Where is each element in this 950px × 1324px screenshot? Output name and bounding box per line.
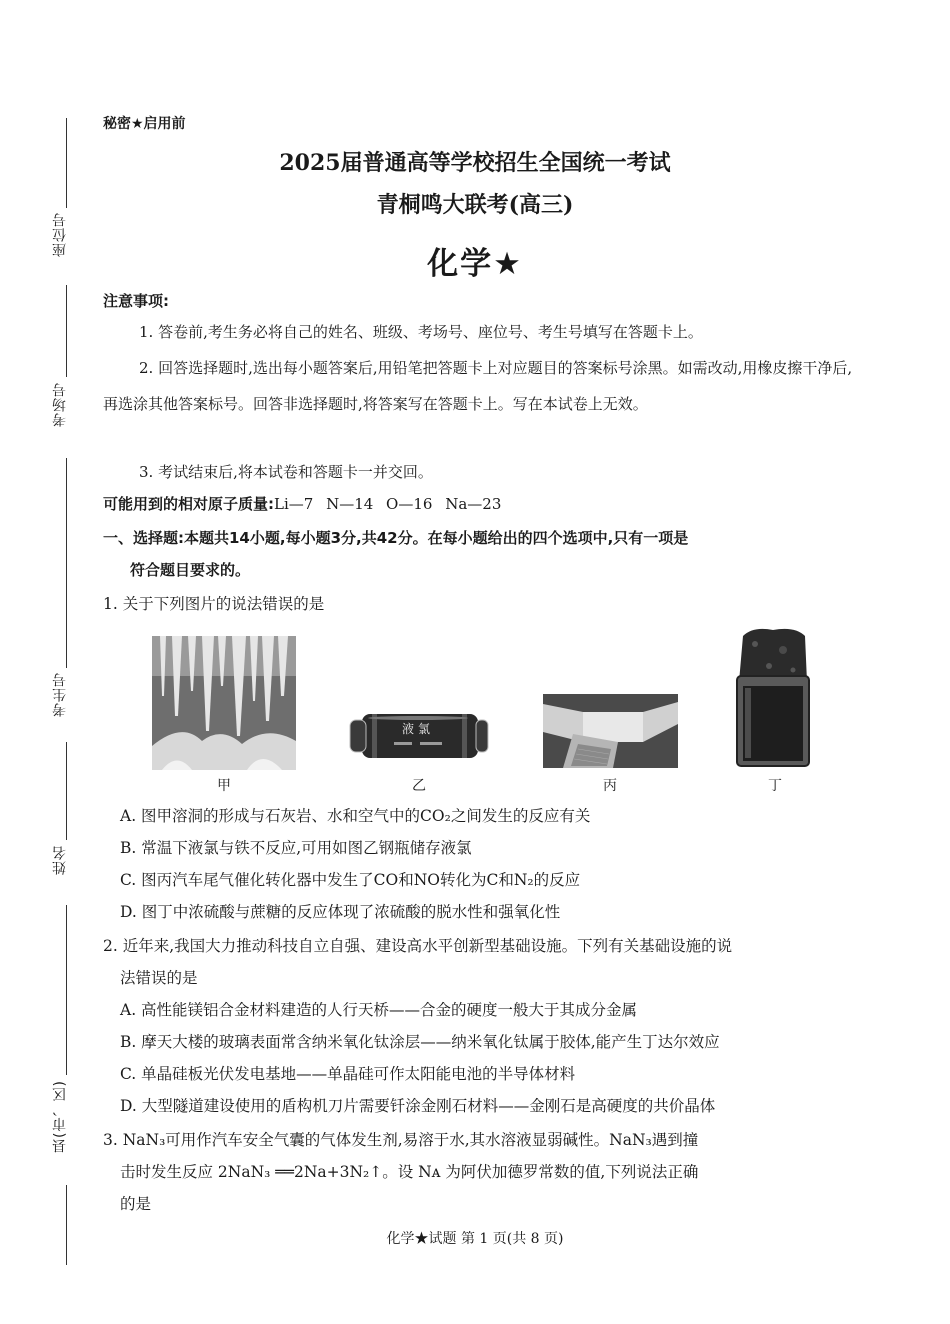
q1-option-d: D. 图丁中浓硫酸与蔗糖的反应体现了浓硫酸的脱水性和强氧化性 [120, 903, 561, 921]
notice-item-1: 1. 答卷前,考生务必将自己的姓名、班级、考场号、座位号、考生号填写在答题卡上。 [139, 323, 703, 341]
cylinder-label: 液氯 [402, 722, 435, 736]
section-heading-cont: 符合题目要求的。 [130, 561, 251, 579]
atomic-mass-values: Li—7 N—14 O—16 Na—23 [274, 495, 502, 513]
question-1-stem: 1. 关于下列图片的说法错误的是 [103, 595, 325, 613]
exam-subtitle: 青桐鸣大联考(高三) [376, 192, 574, 218]
q2-option-a: A. 高性能镁铝合金材料建造的人行天桥——合金的硬度一般大于其成分金属 [120, 1001, 638, 1019]
question-2-stem: 2. 近年来,我国大力推动科技自立自强、建设高水平创新型基础设施。下列有关基础设施的说 [103, 937, 733, 955]
notice-item-3: 3. 考试结束后,将本试卷和答题卡一并交回。 [139, 463, 433, 481]
seat-label: 座位号 [52, 212, 68, 257]
atomic-mass-label: 可能用到的相对原子质量: [103, 495, 274, 513]
name-label: 姓名 [52, 845, 68, 875]
atomic-mass-line [103, 488, 853, 520]
caption-yi: 乙 [412, 778, 426, 794]
side-line [66, 905, 67, 1075]
chlorine-cylinder-image [348, 706, 491, 766]
q1-option-a: A. 图甲溶洞的形成与石灰岩、水和空气中的CO₂之间发生的反应有关 [120, 807, 591, 825]
caption-jia: 甲 [217, 778, 231, 794]
question-3-stem-cont2: 的是 [120, 1195, 152, 1213]
exam-title: 2025届普通高等学校招生全国统一考试 [279, 150, 671, 176]
q1-option-b: B. 常温下液氯与铁不反应,可用如图乙钢瓶储存液氯 [120, 839, 472, 857]
q2-option-c: C. 单晶硅板光伏发电基地——单晶硅可作太阳能电池的半导体材料 [120, 1065, 576, 1083]
side-line [66, 458, 67, 668]
q1-option-c: C. 图丙汽车尾气催化转化器中发生了CO和NO转化为C和N₂的反应 [120, 871, 581, 889]
page-footer: 化学★试题 第 1 页(共 8 页) [386, 1231, 564, 1247]
caption-bing: 丙 [603, 778, 617, 794]
room-label: 考场号 [52, 382, 68, 427]
cave-image [152, 636, 296, 770]
notice-item-2: 2. 回答选择题时,选出每小题答案后,用铅笔把答题卡上对应题目的答案标号涂黑。如需改动,用橡皮擦干净后,再选涂其他答案标号。回答非选择题时,将答案写在答题卡上。写在本试卷上无效。 [103, 359, 853, 413]
secret-label: 秘密★启用前 [103, 116, 186, 132]
catalytic-converter-image [543, 694, 678, 768]
section-heading: 一、选择题:本题共14小题,每小题3分,共42分。在每小题给出的四个选项中,只有一项是 [103, 529, 689, 547]
q2-option-b: B. 摩天大楼的玻璃表面常含纳米氧化钛涂层——纳米氧化钛属于胶体,能产生丁达尔效应 [120, 1033, 720, 1051]
exam-no-label: 考生号 [52, 672, 68, 717]
county-label: 县(市、区) [52, 1080, 68, 1153]
q2-option-d: D. 大型隧道建设使用的盾构机刀片需要钎涂金刚石材料——金刚石是高硬度的共价晶体 [120, 1097, 716, 1115]
subject-title: 化学★ [427, 246, 523, 282]
question-2-stem-cont: 法错误的是 [120, 969, 198, 987]
question-3-stem: 3. NaN₃可用作汽车安全气囊的气体发生剂,易溶于水,其水溶液显弱碱性。NaN₃遇到撞 [103, 1131, 699, 1149]
side-line [66, 742, 67, 840]
question-3-stem-cont: 击时发生反应 2NaN₃ ══2Na+3N₂↑。设 Nᴀ 为阿伏加德罗常数的值,下列说法正确 [120, 1163, 699, 1181]
caption-ding: 丁 [768, 778, 782, 794]
side-line [66, 1185, 67, 1265]
notice-heading: 注意事项: [103, 292, 169, 310]
side-line [66, 285, 67, 377]
sugar-acid-beaker-image [733, 626, 813, 770]
